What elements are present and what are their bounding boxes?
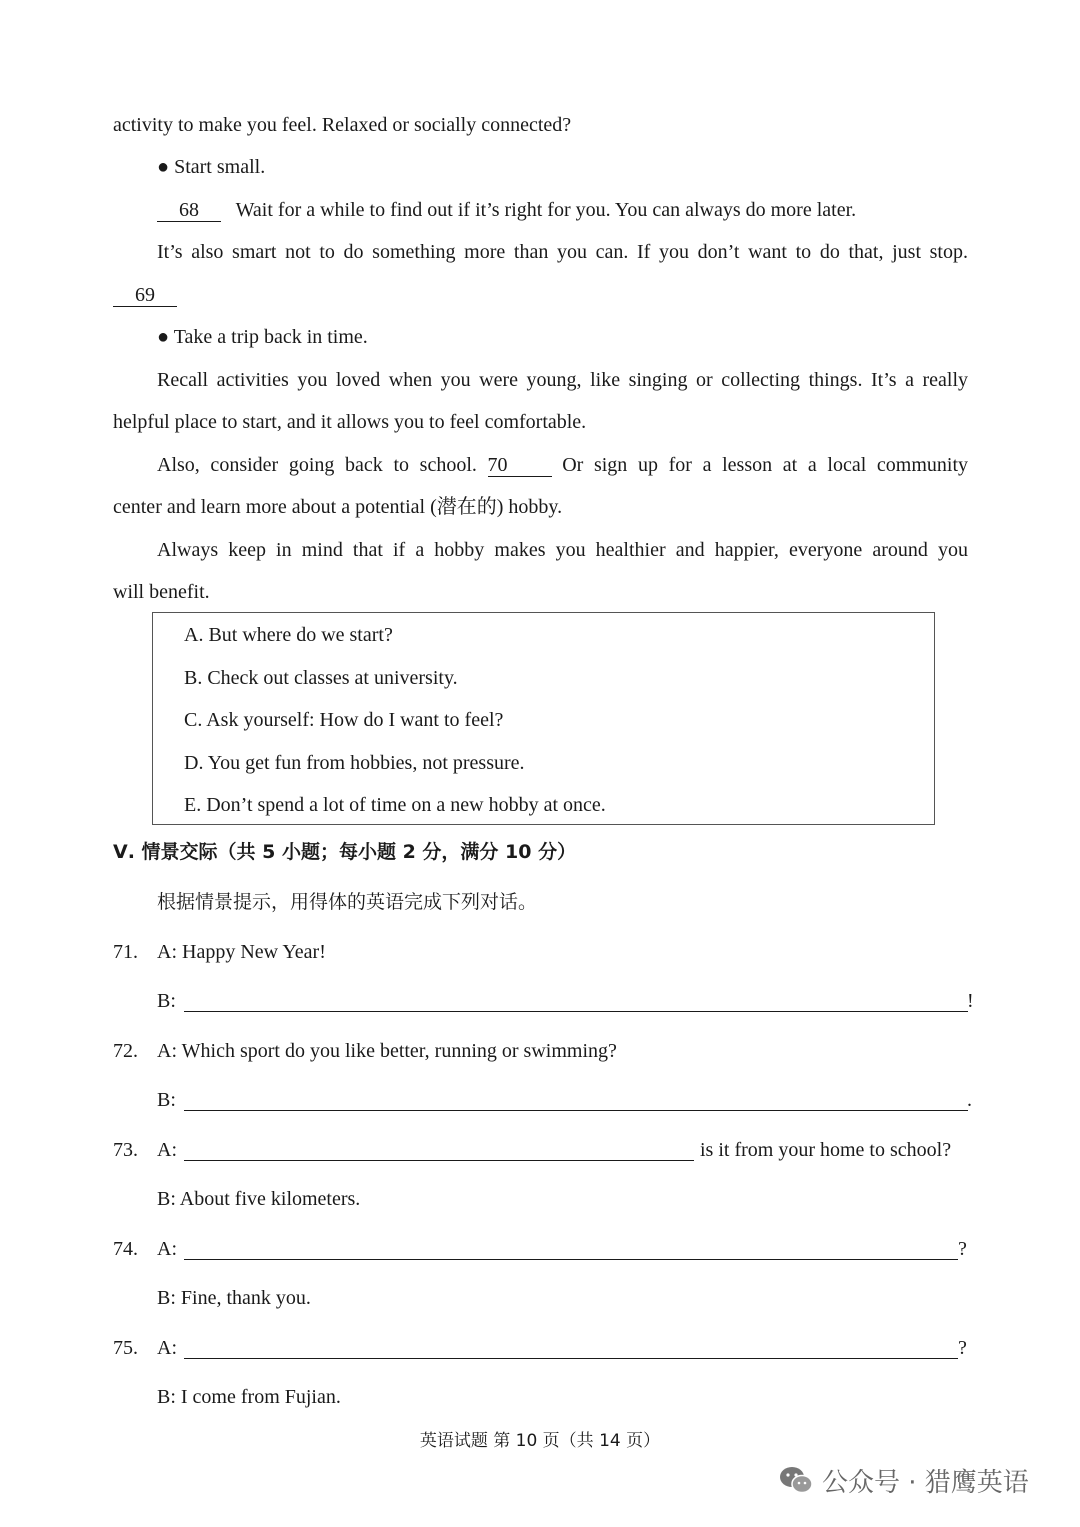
watermark [778, 1460, 1029, 1500]
answer-line-71[interactable] [184, 1011, 968, 1012]
passage-line: will benefit. [113, 581, 210, 603]
passage-line: Recall activities you loved when you were young, like singing or collecting things. It’s a really [157, 369, 968, 391]
passage-line: It’s also smart not to do something more than you can. If you don’t want to do that, just stop. [157, 241, 968, 263]
dialogue-a-label: A: [157, 1337, 177, 1359]
dialogue-a-label: A: [157, 1139, 177, 1161]
dialogue-b: B: About five kilometers. [157, 1188, 361, 1210]
section-heading: Ⅴ. 情景交际（共 5 小题；每小题 2 分，满分 10 分） [113, 841, 577, 863]
dialogue-b-label: B: [157, 1089, 176, 1111]
question-number: 72. [113, 1040, 138, 1062]
passage-line: center and learn more about a potential (潜在的) hobby. [113, 496, 563, 518]
dialogue-b-label: B: [157, 990, 176, 1012]
option-a: A. But where do we start? [184, 624, 393, 646]
passage-line: Always keep in mind that if a hobby makes you healthier and happier, everyone around you [157, 539, 968, 561]
bullet-heading: ● Take a trip back in time. [157, 326, 368, 348]
watermark-text: 公众号 · 猎鹰英语 [822, 1467, 1029, 1498]
question-number: 74. [113, 1238, 138, 1260]
passage-line [157, 451, 968, 479]
dialogue-b: B: Fine, thank you. [157, 1287, 311, 1309]
passage-text: Wait for a while to find out if it’s right for you. You can always do more later. [235, 199, 857, 221]
passage-text: Or sign up for a lesson at a local community [562, 454, 969, 476]
section-instruction: 根据情景提示，用得体的英语完成下列对话。 [157, 891, 538, 913]
dialogue-a-label: A: [157, 1238, 177, 1260]
bullet-text: Start small. [174, 156, 266, 178]
answer-line-75[interactable] [184, 1358, 958, 1359]
passage-line: activity to make you feel. Relaxed or socially connected? [113, 114, 572, 136]
page-footer: 英语试题 第 10 页（共 14 页） [419, 1431, 661, 1451]
dialogue-a-tail: is it from your home to school? [700, 1139, 952, 1161]
question-number: 75. [113, 1337, 138, 1359]
answer-blank-69[interactable]: 69 [113, 284, 177, 307]
answer-blank-70[interactable]: 70 [488, 454, 552, 477]
line-end-mark: . [967, 1089, 972, 1111]
dialogue-a: A: Which sport do you like better, running or swimming? [157, 1040, 617, 1062]
question-number: 71. [113, 941, 138, 963]
passage-line [157, 196, 856, 224]
question-number: 73. [113, 1139, 138, 1161]
line-end-mark: ! [967, 990, 974, 1012]
answer-line-73[interactable] [184, 1160, 694, 1161]
option-d: D. You get fun from hobbies, not pressure. [184, 752, 525, 774]
line-end-mark: ? [958, 1238, 967, 1260]
option-e: E. Don’t spend a lot of time on a new hobby at once. [184, 794, 606, 816]
passage-text: Also, consider going back to school. [157, 454, 477, 476]
passage-line [113, 281, 177, 309]
option-c: C. Ask yourself: How do I want to feel? [184, 709, 504, 731]
passage-line: helpful place to start, and it allows you to feel comfortable. [113, 411, 587, 433]
answer-line-74[interactable] [184, 1259, 958, 1260]
bullet-text: Take a trip back in time. [173, 326, 368, 348]
answer-line-72[interactable] [184, 1110, 968, 1111]
wechat-icon [778, 1465, 814, 1495]
dialogue-a: A: Happy New Year! [157, 941, 326, 963]
line-end-mark: ? [958, 1337, 967, 1359]
dialogue-b: B: I come from Fujian. [157, 1386, 341, 1408]
bullet-heading: ● Start small. [157, 156, 266, 178]
answer-blank-68[interactable]: 68 [157, 199, 221, 222]
option-b: B. Check out classes at university. [184, 667, 458, 689]
